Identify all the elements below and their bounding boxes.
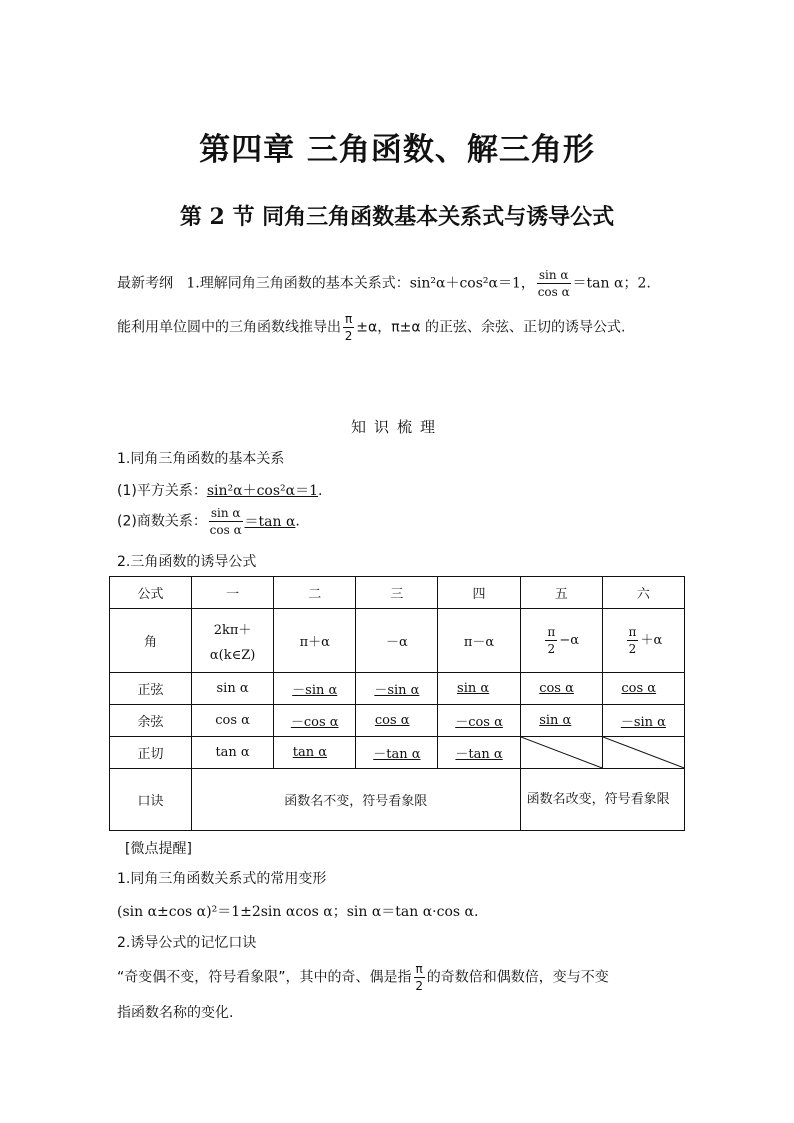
angle-6-suffix: ＋α (640, 633, 663, 648)
tips-2-two: 2 (415, 979, 423, 993)
tan-4 (438, 737, 520, 769)
outline-line-1 (117, 268, 682, 299)
tips-2-body-line-2: 指函数名称的变化. (117, 1005, 234, 1021)
cos-2-value: －cos α (290, 715, 339, 730)
chapter-title: 第四章 三角函数、解三角形 (199, 132, 595, 168)
sin-6 (602, 673, 684, 705)
angle-6-fraction (627, 625, 639, 656)
tan-3-value: －tan α (373, 747, 421, 762)
sin-3 (356, 673, 438, 705)
header-4: 四 (438, 577, 520, 609)
tips-2-body (117, 962, 609, 993)
sin-3-value: －sin α (374, 683, 420, 698)
tan-6-empty (602, 737, 684, 769)
sin-5-value: cos α (539, 681, 574, 696)
outline-two: 2 (344, 329, 353, 343)
sin-4 (438, 673, 520, 705)
angle-6-two: 2 (628, 642, 637, 656)
tan-5-empty (520, 737, 602, 769)
cos-4-value: －cos α (455, 715, 503, 730)
outline-text-2-end: ±α，π±α 的正弦、余弦、正切的诱导公式. (356, 319, 626, 336)
outline-line-2 (117, 312, 682, 343)
angle-5-suffix: −α (559, 633, 579, 648)
induction-formula-table (109, 576, 685, 831)
tips-2-body-post: 的奇数倍和偶数倍，变与不变 (426, 969, 609, 986)
table-row-mnemonic (110, 769, 685, 831)
sin-4-value: sin α (457, 681, 490, 696)
tips-2-body-pre: “奇变偶不变，符号看象限”，其中的奇、偶是指 (117, 969, 412, 986)
cos-5 (520, 705, 602, 737)
table-row-angle (110, 609, 685, 673)
sec1-p2 (117, 506, 300, 537)
outline-frac-num: sin α (538, 268, 569, 282)
cos-3-value: cos α (374, 713, 410, 728)
sin-6-value: cos α (621, 681, 657, 696)
tan-2-value: tan α (292, 745, 327, 760)
cos-1: cos α (192, 705, 274, 737)
header-6: 六 (602, 577, 684, 609)
tan-2 (274, 737, 356, 769)
sec1-p2-end: . (295, 513, 300, 530)
mnemonic-1: 函数名不变，符号看象限 (192, 769, 521, 831)
outline-text-2: 能利用单位圆中的三角函数线推导出 (117, 319, 341, 336)
sec2-title: 2.三角函数的诱导公式 (117, 554, 257, 570)
tips-1-title: 1.同角三角函数关系式的常用变形 (117, 871, 327, 887)
sec1-p1-value: sin²α＋cos²α＝1 (206, 483, 319, 499)
sec1-p2-den: cos α (209, 523, 242, 537)
sec1-p2-fraction (209, 506, 243, 537)
cos-5-value: sin α (539, 713, 572, 728)
angle-5-two: 2 (547, 642, 556, 656)
sec1-p2-num: sin α (210, 506, 241, 520)
header-2: 二 (274, 577, 356, 609)
sec1-p2-formula (207, 506, 296, 537)
angle-1-line-2: α(k∈Z) (209, 647, 256, 663)
table-row-tan (110, 737, 685, 769)
angle-5-fraction (545, 625, 557, 656)
diagonal-slash (521, 737, 602, 768)
cos-6-value: －sin α (620, 715, 666, 730)
angle-1 (192, 609, 274, 673)
angle-2: π＋α (274, 609, 356, 673)
diagonal-slash (603, 737, 684, 768)
sec1-p1-end: . (318, 483, 323, 499)
outline-fraction (537, 268, 571, 299)
angle-3: －α (356, 609, 438, 673)
label-tan: 正切 (110, 737, 192, 769)
cos-4 (438, 705, 520, 737)
cos-6 (602, 705, 684, 737)
tan-3 (356, 737, 438, 769)
tan-4-value: －tan α (455, 747, 503, 762)
tips-2-pi: π (415, 962, 423, 976)
sin-2-value: －sin α (292, 683, 338, 698)
tan-1: tan α (192, 737, 274, 769)
tips-2-pi-over-2 (414, 962, 425, 993)
label-sin: 正弦 (110, 673, 192, 705)
angle-5-pi: π (547, 625, 556, 639)
sec1-p2-value: ＝tan α (244, 513, 296, 530)
knowledge-title: 知识梳理 (350, 418, 443, 436)
outline-label: 最新考纲 (117, 275, 173, 292)
cos-2 (274, 705, 356, 737)
outline-frac-den: cos α (537, 285, 570, 299)
angle-6-pi: π (628, 625, 637, 639)
label-formula: 公式 (110, 577, 192, 609)
table-row-header (110, 577, 685, 609)
angle-5 (520, 609, 602, 673)
angle-6 (602, 609, 684, 673)
sec1-p1-label: (1)平方关系： (117, 483, 207, 499)
sec1-p1 (117, 480, 322, 500)
sec1-p2-label: (2)商数关系： (117, 513, 207, 530)
outline-text-1: 1.理解同角三角函数的基本关系式：sin²α＋cos²α＝1， (186, 275, 535, 292)
tips-2-title: 2.诱导公式的记忆口诀 (117, 935, 257, 951)
tips-title: [微点提醒] (125, 841, 192, 857)
header-1: 一 (192, 577, 274, 609)
outline-text-1-end: ＝tan α；2. (572, 275, 651, 292)
angle-4: π－α (438, 609, 520, 673)
outline-pi-over-2 (343, 312, 354, 343)
label-angle: 角 (110, 609, 192, 673)
sin-1: sin α (192, 673, 274, 705)
sec1-title: 1.同角三角函数的基本关系 (117, 451, 285, 467)
header-5: 五 (520, 577, 602, 609)
table-row-cos (110, 705, 685, 737)
outline-pi: π (345, 312, 353, 326)
cos-3 (356, 705, 438, 737)
angle-1-line-1: 2kπ＋ (213, 622, 252, 638)
label-cos: 余弦 (110, 705, 192, 737)
sin-2 (274, 673, 356, 705)
section-title: 第 2 节 同角三角函数基本关系式与诱导公式 (179, 204, 615, 230)
header-3: 三 (356, 577, 438, 609)
label-mnemonic: 口诀 (110, 769, 192, 831)
mnemonic-2: 函数名改变，符号看象限 (520, 769, 684, 831)
sin-5 (520, 673, 602, 705)
tips-1-body: (sin α±cos α)²＝1±2sin αcos α；sin α＝tan α·cos α. (117, 904, 479, 920)
table-row-sin (110, 673, 685, 705)
